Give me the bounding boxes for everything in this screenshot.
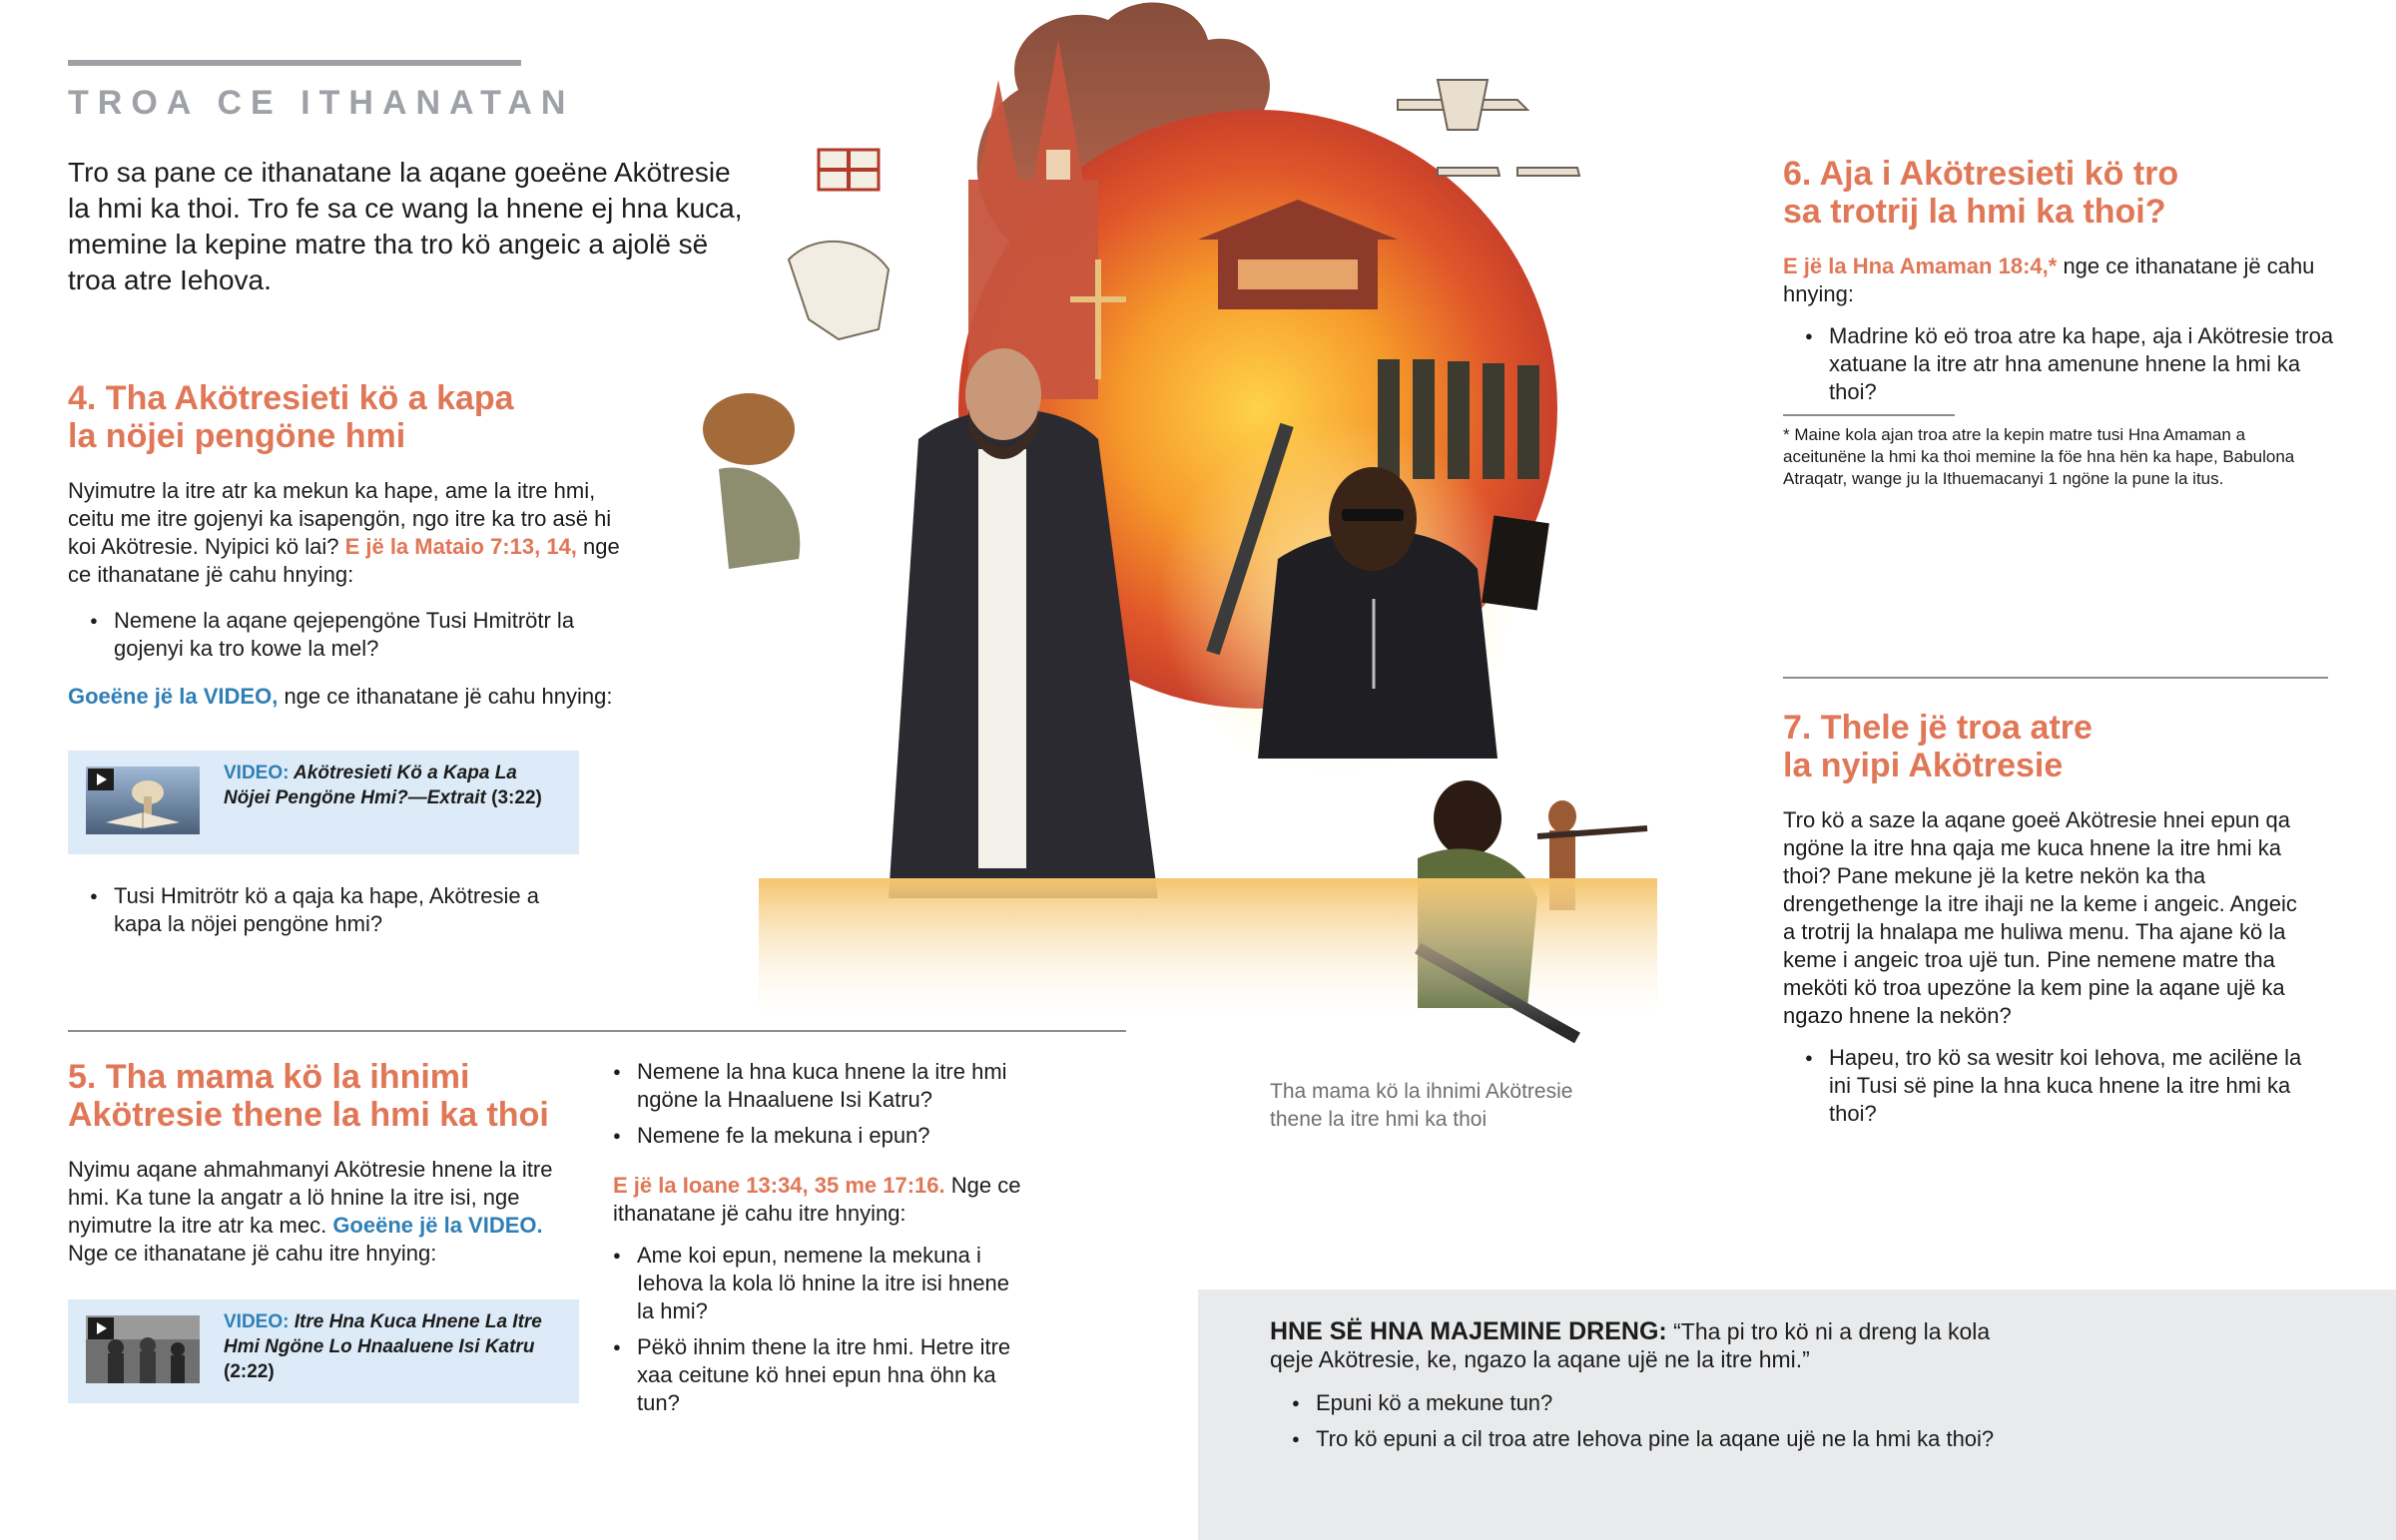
question-item: ● Madrine kö eö troa atre ka hape, aja i Akötresie troa xatuane la itre atr hna amenune hnene la hmi ka thoi? [1783, 322, 2342, 406]
section-7-heading: 7. Thele jë troa atre la nyipi Akötresie [1783, 709, 2093, 784]
section-5-column-2 [613, 1058, 1032, 1425]
crusader-horseman [789, 150, 889, 339]
divider [1783, 677, 2328, 679]
illustration-caption: Tha mama kö la ihnimi Akötresie thene la itre hmi ka thoi [1270, 1080, 1573, 1131]
section-5-body: Nyimu aqane ahmahmanyi Akötresie hnene la itre hmi. Ka tune la angatr a lö hnine la itre isi, nge nyimutre la itre atr ka mec. Goeëne jë la VIDEO. Nge ce ithanatane jë cahu itre hnying: [68, 1157, 553, 1266]
section-4-body: Nyimutre la itre atr ka mekun ka hape, ame la itre hmi, ceitu me itre gojenyi ka isapengön, ngo itre ka tro asë hi koi Akötresie. Nyipici kö lai? E jë la Mataio 7:13, 14, nge ce ithanatane jë cahu hnying: [68, 478, 620, 587]
video-thumbnail[interactable] [86, 1315, 200, 1383]
section-4 [68, 379, 627, 711]
section-5-heading: 5. Tha mama kö la ihnimi Akötresie thene la hmi ka thoi [68, 1058, 549, 1134]
intro-text: Tro sa pane ce ithanatane la aqane goeëne Akötresie la hmi ka thoi. Tro fe sa ce wang la hnene ej hna kuca, memine la kepine matre tha tro kö angeic a ajolë së troa atre Iehova. [68, 157, 743, 295]
summary-box [1198, 1289, 2396, 1540]
scripture-link[interactable]: E jë la Hna Amaman 18:4,* [1783, 254, 2058, 278]
video-title[interactable]: VIDEO: Itre Hna Kuca Hnene La Itre Hmi Ngöne Lo Hnaaluene Isi Katru (2:22) [224, 1311, 542, 1382]
question-item: ● Hapeu, tro kö sa wesitr koi Iehova, me acilëne la ini Tusi së pine la hna kuca hnene la itre hmi ka thoi? [1783, 1044, 2302, 1128]
video-card[interactable] [68, 751, 579, 854]
video-card[interactable] [68, 1299, 579, 1403]
section-7-body: Tro kö a saze la aqane goeë Akötresie hnei epun qa ngöne la itre hna qaja me kuca hnene la itre hmi ka thoi? Pane mekune jë la ketre nekön ka tha drengethenge la itre ihaji ne la keme i angeic. Angeic a trotrij la hnalapa me huliwa menu. Tha ajane kö la keme i angeic troa ujë tun. Pine nemene matre tha meköti kö troa upezöne la kem pine la aqane ujë ka ngazo hnene la nekön? [1783, 807, 2297, 1028]
question-item: ● Nemene fe la mekuna i epun? [591, 1122, 1032, 1150]
video-title[interactable]: VIDEO: Akötresieti Kö a Kapa La Nöjei Pengöne Hmi?—Extrait (3:22) [224, 763, 542, 808]
video-link[interactable]: Goeëne jë la VIDEO, [68, 684, 279, 709]
video-link[interactable]: Goeëne jë la VIDEO. [332, 1213, 543, 1238]
question-item: ● Nemene la aqane qejepengöne Tusi Hmitrötr la gojenyi ka tro kowe la mel? [68, 607, 627, 663]
religion-war-illustration [639, 0, 1757, 1068]
footnote-rule [1783, 414, 1955, 416]
play-icon[interactable] [88, 769, 114, 790]
video-prompt: Goeëne jë la VIDEO, nge ce ithanatane jë cahu hnying: [68, 684, 613, 709]
scripture-link[interactable]: E jë la Ioane 13:34, 35 me 17:16. [613, 1173, 945, 1198]
page-title: TROA CE ITHANATAN [68, 84, 575, 122]
question-item: ● Ame koi epun, nemene la mekuna i Iehova la kola lö hnine la itre isi hnene la hmi? [591, 1242, 1032, 1325]
footnote: * Maine kola ajan troa atre la kepin matre tusi Hna Amaman a aceitunëne la hmi ka thoi memine la föe hna hën ka hape, Babulona Atraqatr, wange ju la Ithuemacanyi 1 ngöne la pune la itus. [1783, 425, 2295, 488]
section-5-reading: E jë la Ioane 13:34, 35 me 17:16. Nge ce ithanatane jë cahu itre hnying: [613, 1173, 1021, 1226]
section-6 [1783, 155, 2342, 490]
section-5 [68, 1058, 587, 1268]
summary-statement: HNE SË HNA MAJEMINE DRENG: “Tha pi tro kö ni a dreng la kola qeje Akötresie, ke, ngazo la aqane ujë ne la itre hmi.” [1270, 1317, 1991, 1372]
section-6-heading: 6. Aja i Akötresieti kö tro sa trotrij la hmi ka thoi? [1783, 155, 2179, 231]
section-6-reading: E jë la Hna Amaman 18:4,* nge ce ithanatane jë cahu hnying: [1783, 254, 2315, 306]
question-item: ● Epuni kö a mekune tun? [1270, 1389, 2328, 1417]
header-rule [68, 60, 521, 66]
video-thumbnail[interactable] [86, 767, 200, 834]
play-icon[interactable] [88, 1317, 114, 1339]
grass-field [759, 878, 1657, 1028]
question-item: ● Nemene la hna kuca hnene la itre hmi ngöne la Hnaaluene Isi Katru? [591, 1058, 1032, 1114]
helmeted-soldier [703, 393, 800, 569]
section-4-heading: 4. Tha Akötresieti kö a kapa la nöjei pengöne hmi [68, 379, 514, 455]
summary-label: HNE SË HNA MAJEMINE DRENG: [1270, 1317, 1667, 1345]
question-item: ● Tusi Hmitrötr kö a qaja ka hape, Akötresie a kapa la nöjei pengöne hmi? [68, 882, 587, 938]
scripture-link[interactable]: E jë la Mataio 7:13, 14, [344, 534, 577, 559]
question-item: ● Pëkö ihnim thene la itre hmi. Hetre itre xaa ceitune kö hnei epun hna öhn ka tun? [591, 1333, 1032, 1417]
question-item: ● Tro kö epuni a cil troa atre Iehova pine la aqane ujë ne la hmi ka thoi? [1270, 1425, 2328, 1453]
section-7 [1783, 709, 2302, 1136]
